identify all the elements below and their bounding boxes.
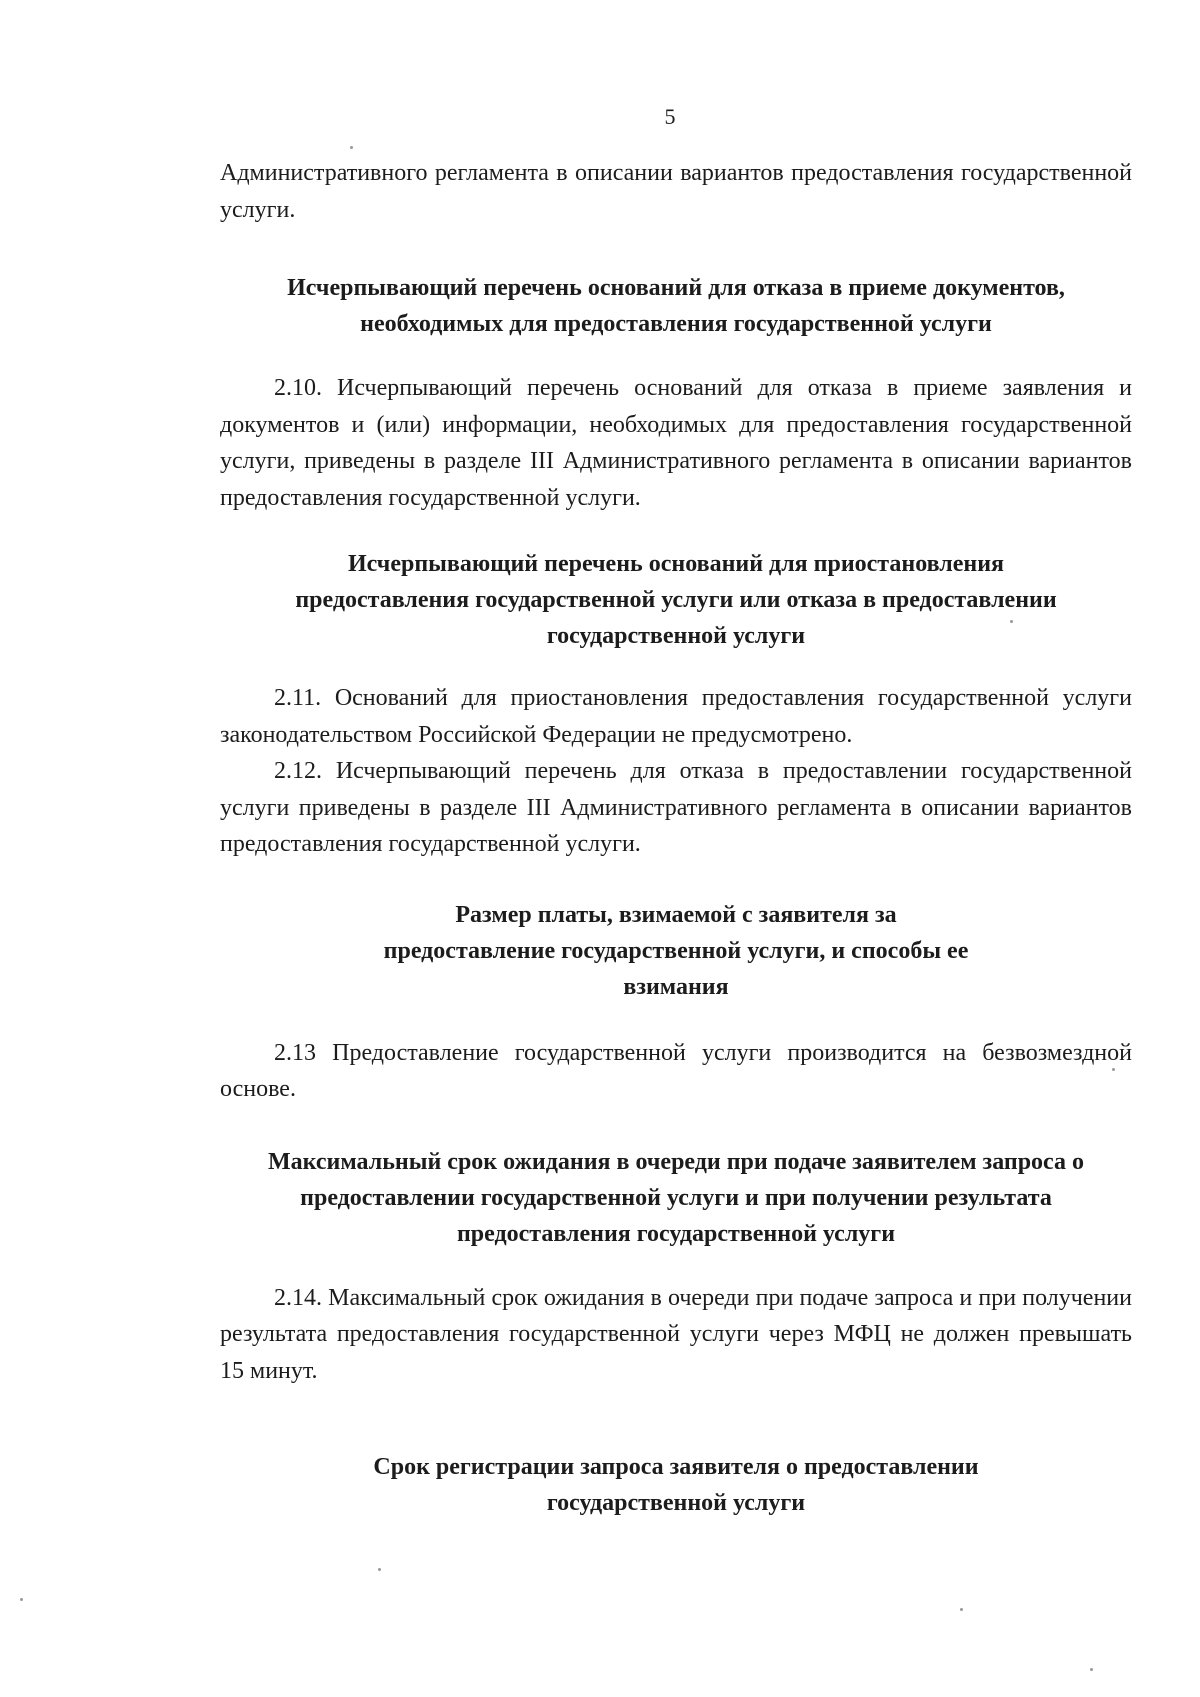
section-heading-suspension-refusal: Исчерпывающий перечень оснований для приостановления предоставления государственной услуги или отказа в предоставлении государственной услуги: [295, 551, 1057, 649]
section-heading-queue-time: Максимальный срок ожидания в очереди при подаче заявителем запроса о предоставлении государственной услуги и при получении результата предоставления государственной услуги: [267, 1148, 1084, 1247]
paragraph-2-13: 2.13 Предоставление государственной услуги производится на безвозмездной основе.: [220, 1039, 1132, 1102]
scan-speck: [378, 1568, 381, 1571]
document-body: [220, 155, 1132, 1521]
scan-speck: [20, 1598, 23, 1601]
paragraph-2-11: 2.11. Оснований для приостановления предоставления государственной услуги законодательством Российской Федерации не предусмотрено.: [220, 685, 1132, 748]
scan-speck: [1112, 1068, 1115, 1071]
paragraph-continuation: Административного регламента в описании вариантов предоставления государственной услуги.: [220, 160, 1132, 223]
page-number: 5: [664, 104, 676, 129]
paragraph-2-14: 2.14. Максимальный срок ожидания в очереди при подаче запроса и при получении результата предоставления государственной услуги через МФЦ не должен превышать 15 минут.: [220, 1284, 1132, 1384]
scan-speck: [350, 146, 353, 149]
section-heading-registration-time: Срок регистрации запроса заявителя о предоставлении государственной услуги: [373, 1454, 979, 1516]
scan-speck: [1010, 620, 1013, 623]
section-heading-refusal-acceptance: Исчерпывающий перечень оснований для отказа в приеме документов, необходимых для предоставления государственной услуги: [287, 275, 1065, 337]
scan-speck: [1090, 1668, 1093, 1671]
paragraph-2-12: 2.12. Исчерпывающий перечень для отказа в предоставлении государственной услуги приведены в разделе III Административного регламента в описании вариантов предоставления государственной услуги.: [220, 758, 1132, 857]
section-heading-fee: Размер платы, взимаемой с заявителя за предоставление государственной услуги, и способы ее взимания: [383, 901, 969, 1000]
scan-speck: [960, 1608, 963, 1611]
paragraph-2-10: 2.10. Исчерпывающий перечень оснований для отказа в приеме заявления и документов и (или) информации, необходимых для предоставления государственной услуги, приведены в разделе III Административного регламента в описании вариантов предоставления государственной услуги.: [220, 375, 1132, 511]
